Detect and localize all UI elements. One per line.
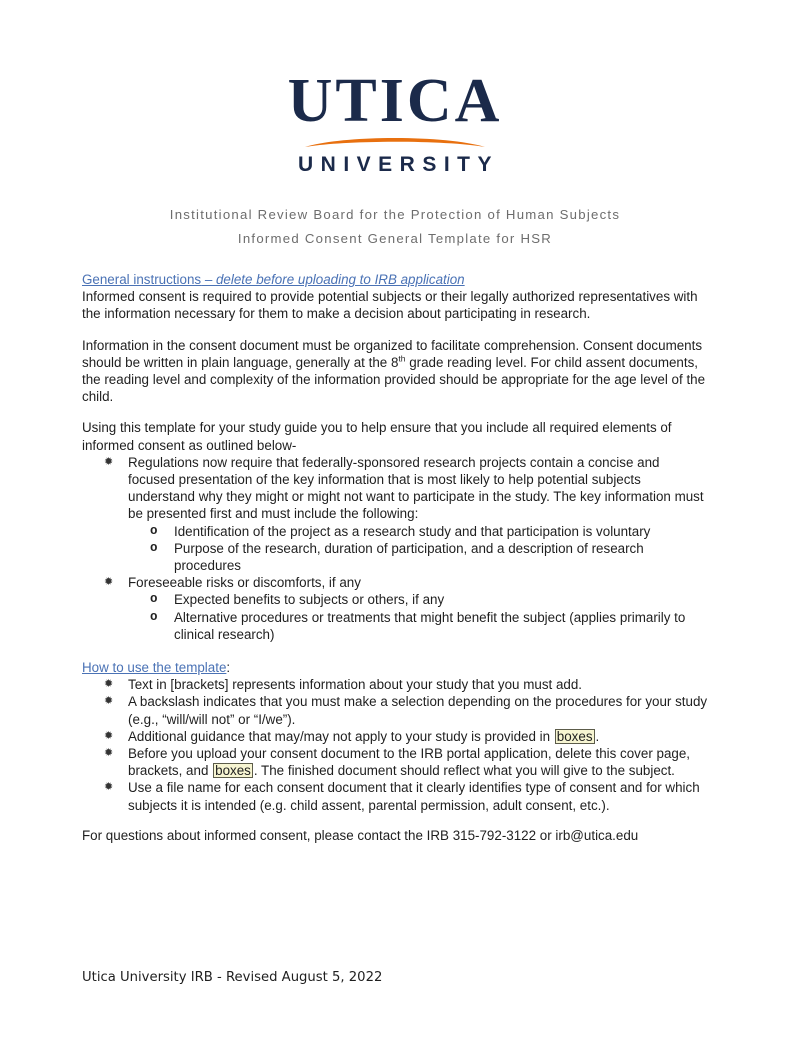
list-item	[128, 609, 708, 643]
boxed-keyword: boxes	[556, 728, 593, 744]
orange-swoosh-icon	[304, 134, 486, 148]
bullet-asterisk-icon: ✹	[104, 729, 114, 742]
list-item	[128, 523, 708, 540]
general-instructions-note: delete before uploading to IRB application	[215, 271, 465, 287]
list-item-text: Before you upload your consent document to the IRB portal application, delete this cover page, brackets, and boxes . The finished document should reflect what you will give to the subject.	[128, 745, 691, 779]
list-item	[128, 591, 708, 608]
list-item	[82, 454, 708, 574]
sub-list	[128, 523, 708, 575]
logo-subtext: UNIVERSITY	[297, 152, 500, 176]
bullet-asterisk-icon: ✹	[104, 695, 114, 708]
list-item	[82, 745, 708, 779]
bullet-asterisk-icon: ✹	[104, 455, 114, 468]
list-item-text: Purpose of the research, duration of participation, and a description of research procedures	[174, 540, 644, 573]
list-item	[82, 574, 708, 643]
bullet-o-icon: o	[150, 609, 158, 624]
header-line-template: Informed Consent General Template for HSR	[237, 230, 553, 246]
section-spacer	[82, 643, 708, 659]
list-item	[82, 676, 708, 693]
logo-swoosh-container	[0, 133, 790, 149]
general-instructions-heading	[82, 271, 708, 288]
list-item-text: Regulations now require that federally-sponsored research projects contain a concise and focused presentation of the key information that is most likely to help potential subjects understand why they might or might not want to participate in the study. The key information must be presented first and must include the following:	[128, 454, 704, 522]
list-item-text: Identification of the project as a research study and that participation is voluntary	[174, 523, 651, 539]
list-item	[82, 728, 708, 745]
document-body	[82, 251, 708, 844]
logo-wordmark: UTICA	[287, 67, 503, 135]
paragraph-reading-level-part2: grade reading level. For child assent documents, the reading level and complexity of the information provided should be appropriate for the age level of the child.	[82, 354, 706, 405]
bullet-asterisk-icon: ✹	[104, 746, 114, 759]
bullet-o-icon: o	[150, 540, 158, 555]
list-item-text: Use a file name for each consent document that it clearly identifies type of consent and for which subjects it is intended (e.g. child assent, parental permission, adult consent, etc.).	[128, 780, 700, 813]
document-footer: Utica University IRB - Revised August 5, 2022	[82, 970, 383, 985]
section-spacer	[82, 814, 708, 827]
how-to-use-list	[82, 676, 708, 814]
required-elements-list	[82, 454, 708, 643]
paragraph-informed-consent: Informed consent is required to provide potential subjects or their legally authorized representatives with the information necessary for them to make a decision about participating in research.	[82, 289, 698, 322]
sub-list	[128, 591, 708, 643]
bullet-o-icon: o	[150, 592, 158, 607]
bullet-asterisk-icon: ✹	[104, 678, 114, 691]
how-to-use-colon: :	[226, 659, 231, 675]
document-header	[0, 203, 790, 251]
list-item	[82, 693, 708, 727]
list-item-text: Foreseeable risks or discomforts, if any	[128, 575, 361, 591]
bullet-asterisk-icon: ✹	[104, 576, 114, 589]
boxed-keyword: boxes	[215, 763, 251, 779]
utica-university-logo	[0, 0, 790, 177]
list-item-text: Alternative procedures or treatments that might benefit the subject (applies primarily to clinical research)	[174, 609, 686, 642]
ordinal-suffix: th	[398, 353, 406, 364]
paragraph-reading-level	[82, 337, 708, 406]
list-item-text: Additional guidance that may/may not apply to your study is provided in boxes .	[128, 728, 600, 744]
general-instructions-label: General instructions – delete before uploading to IRB application	[82, 271, 465, 287]
contact-paragraph: For questions about informed consent, please contact the IRB 315-792-3122 or irb@utica.edu	[82, 827, 639, 843]
how-to-use-heading	[82, 659, 708, 676]
paragraph-using-template: Using this template for your study guide you to help ensure that you include all required elements of informed consent as outlined below-	[82, 420, 672, 453]
how-to-use-label: How to use the template	[82, 659, 227, 675]
header-line-irb: Institutional Review Board for the Protection of Human Subjects	[169, 206, 621, 222]
list-item	[128, 540, 708, 574]
bullet-asterisk-icon: ✹	[104, 781, 114, 794]
list-item-text: Text in [brackets] represents information about your study that you must add.	[128, 677, 583, 693]
list-item-text: Expected benefits to subjects or others, if any	[174, 592, 445, 608]
list-item	[82, 779, 708, 813]
paragraph-reading-level-part1: Information in the consent document must be organized to facilitate comprehension. Consent documents should be written in plain language, generally at the 8	[82, 337, 703, 370]
bullet-o-icon: o	[150, 523, 158, 538]
list-item-text: A backslash indicates that you must make a selection depending on the procedures for your study (e.g., “will/will not” or “I/we”).	[128, 694, 708, 727]
